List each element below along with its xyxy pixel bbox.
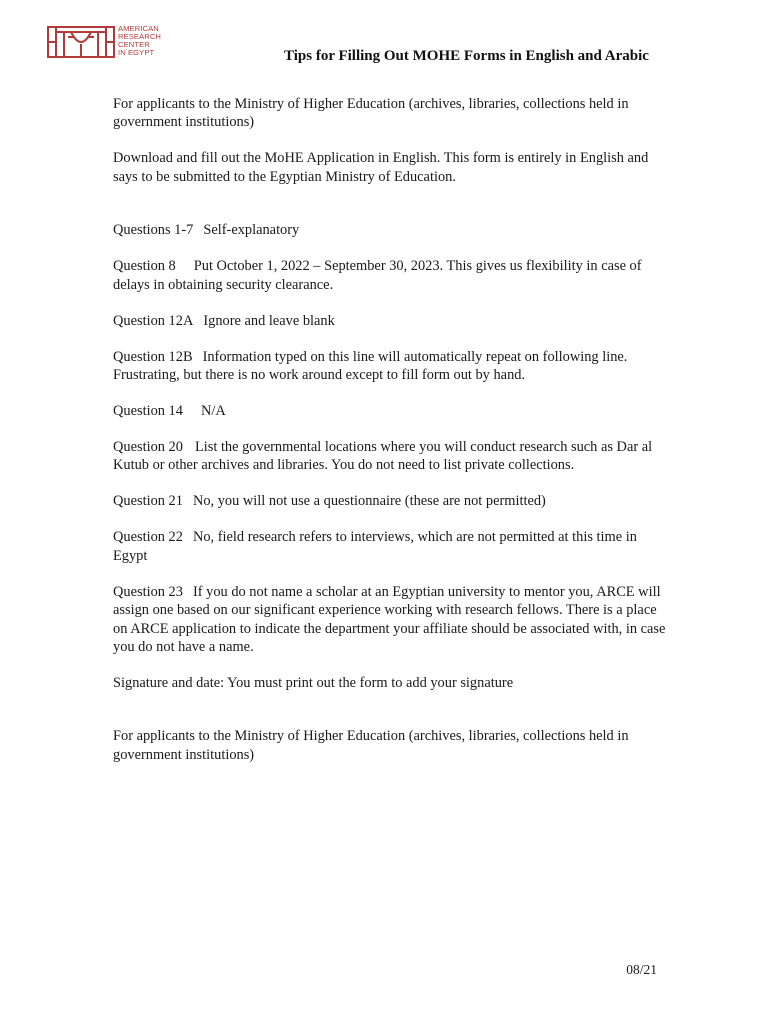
footer-date: 08/21 — [626, 962, 657, 977]
question-label: Question 23 — [113, 583, 183, 600]
question-text: Put October 1, 2022 – September 30, 2023. This gives us flexibility in case of delays in obtaining security clearance. — [113, 258, 642, 293]
logo-line: AMERICAN — [118, 24, 159, 33]
question-item — [113, 221, 673, 239]
logo-line: RESEARCH — [118, 32, 161, 41]
question-item — [113, 492, 673, 510]
closing-paragraph: For applicants to the Ministry of Higher Education (archives, libraries, collections held in government institutions) — [113, 728, 629, 763]
arce-logo-icon — [47, 26, 115, 58]
question-item — [113, 438, 673, 475]
download-paragraph: Download and fill out the MoHE Application in English. This form is entirely in English and says to be submitted to the Egyptian Ministry of Education. — [113, 150, 649, 185]
question-text: If you do not name a scholar at an Egyptian university to mentor you, ARCE will assign one based on our significant experience working with research fellows. There is a place on ARCE application to indicate the department your affiliate should be associated with, in case you do not have a name. — [113, 583, 666, 656]
question-item — [113, 348, 673, 385]
question-label: Question 14 — [113, 403, 183, 420]
question-item — [113, 402, 673, 420]
logo-line: CENTER — [118, 40, 150, 49]
question-label: Question 22 — [113, 529, 183, 546]
question-label: Question 12B — [113, 348, 193, 365]
document-body — [113, 95, 673, 764]
question-item — [113, 528, 673, 565]
question-label: Question 12A — [113, 312, 194, 329]
logo-wordmark — [118, 25, 161, 57]
question-item — [113, 257, 673, 294]
question-text: No, field research refers to interviews, which are not permitted at this time in Egypt — [113, 529, 637, 564]
question-label: Question 21 — [113, 493, 183, 510]
question-label: Questions 1-7 — [113, 222, 194, 239]
question-text: Ignore and leave blank — [203, 312, 335, 329]
intro-paragraph: For applicants to the Ministry of Higher Education (archives, libraries, collections held in government institutions) — [113, 96, 629, 131]
question-text: Information typed on this line will automatically repeat on following line. Frustrating, but there is no work around except to fill form out by hand. — [113, 348, 628, 384]
question-label: Question 8 — [113, 258, 176, 275]
arce-logo — [47, 24, 167, 60]
question-text: Self-explanatory — [203, 222, 300, 239]
question-label: Question 20 — [113, 439, 183, 456]
question-text: N/A — [200, 403, 226, 420]
signature-paragraph: Signature and date: You must print out the form to add your signature — [113, 675, 514, 692]
question-item — [113, 312, 673, 330]
document-title: Tips for Filling Out MOHE Forms in English and Arabic — [284, 48, 649, 64]
question-item — [113, 583, 673, 657]
logo-line: IN EGYPT — [118, 48, 155, 57]
question-text: List the governmental locations where you will conduct research such as Dar al Kutub or other archives and libraries. You do not need to list private collections. — [113, 439, 653, 474]
question-text: No, you will not use a questionnaire (these are not permitted) — [192, 493, 546, 510]
